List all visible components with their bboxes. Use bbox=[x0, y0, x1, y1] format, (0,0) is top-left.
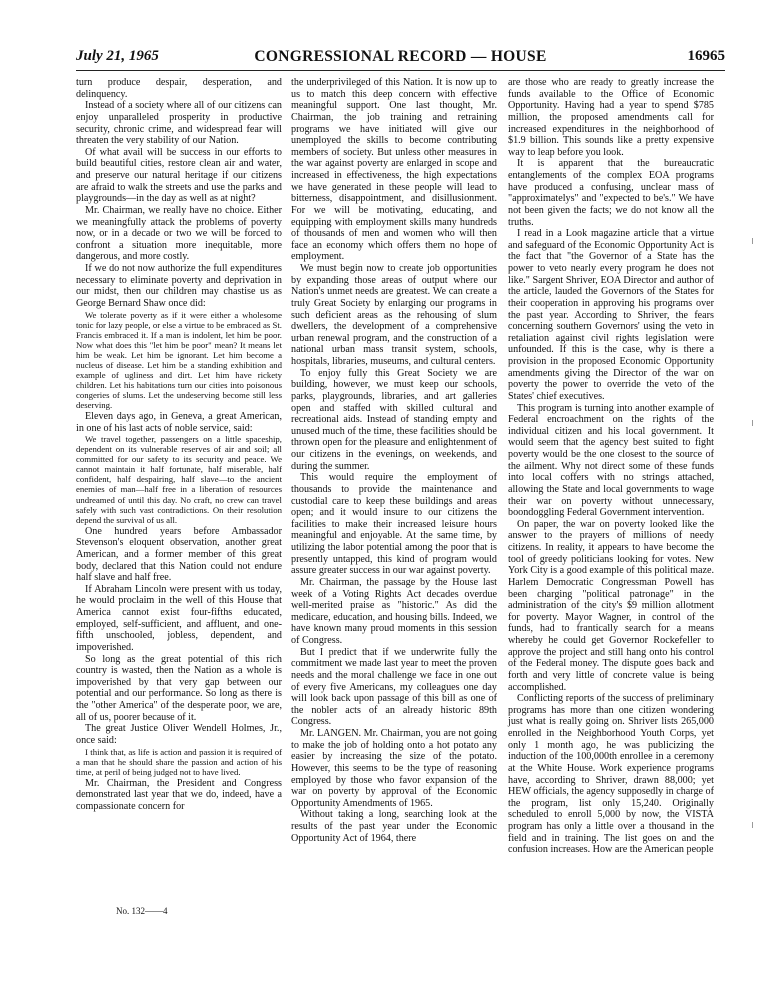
header-title: CONGRESSIONAL RECORD — HOUSE bbox=[254, 48, 547, 65]
paragraph: This program is turning into another example of Federal encroachment on the rights of the individual citizen and his local government. It would seem that the agency best suited to fight poverty would be the one closest to the source of the ailment. Why not direct some of these funds into local coffers with no strings attached, allowing the State and local governments to wage their war on poverty without unnecessary, boondoggling Federal Government intervention. bbox=[508, 402, 714, 519]
header-date: July 21, 1965 bbox=[76, 48, 159, 64]
paragraph: Mr. LANGEN. Mr. Chairman, you are not going to make the job of holding onto a hot potato any easier by increasing the size of the potato. However, this seems to be the type of reasoning employed by those who favor expansion of the war on poverty by approval of the Economic Opportunity Amendments of 1965. bbox=[291, 728, 497, 809]
paragraph: So long as the great potential of this rich country is wasted, then the Nation as a whole is impoverished by that very gap between our potential and our performance. So long as there is the "other America" of the desperate poor, we are, all of us, poorer because of it. bbox=[76, 653, 282, 723]
header-page-number: 16965 bbox=[687, 48, 725, 64]
paragraph: But I predict that if we underwrite fully the commitment we made last year to meet the proven needs and the moral challenge we face in one out of every five Americans, my colleagues one day will look back upon passage of this bill as one of the nobler acts of an already historic 89th Congress. bbox=[291, 646, 497, 728]
column-right bbox=[508, 77, 714, 856]
paragraph: Eleven days ago, in Geneva, a great American, in one of his last acts of noble service, said: bbox=[76, 410, 282, 434]
paragraph: turn produce despair, desperation, and delinquency. bbox=[76, 77, 282, 100]
column-left bbox=[76, 77, 282, 813]
paragraph: I read in a Look magazine article that a virtue and safeguard of the Economic Opportunity Act is the fact that "the Governor of a State has the power to veto nearly every program he does not like." Sargent Shriver, EOA Director and author of the article, lauded the Governors of the States for their cooperation in approving his programs over the past year. According to Shriver, the fears concerning southern Governors' using the veto in retaliation against civil rights legislation were unfounded. If this is the case, why is there a provision in the proposed Economic Opportunity amendments giving the Director of the war on poverty the power to override the veto of the States' chief executives. bbox=[508, 228, 714, 402]
issue-number: No. 132——4 bbox=[116, 906, 168, 916]
paragraph: We must begin now to create job opportunities by expanding those areas of output where our Nation's unmet needs are greatest. We can create a truly Great Society by enlarging our programs in such deficient areas as the rehousing of slum dwellers, the development of a comprehensive urban renewal program, and the construction of a national urban mass transit system, schools, hospitals, libraries, museums, and cultural centers. bbox=[291, 263, 497, 367]
paragraph: One hundred years before Ambassador Stevenson's eloquent observation, another great American, and a former member of this great body, declared that this Nation could not endure half slave and half free. bbox=[76, 525, 282, 584]
column-middle bbox=[291, 77, 497, 844]
paragraph: It is apparent that the bureaucratic entanglements of the complex EOA programs have produced a confusing, unclear mass of "approximatelys" and "expected to be's." We have not been given the facts; we do not know all the truths. bbox=[508, 158, 714, 228]
paragraph: Mr. Chairman, the President and Congress demonstrated last year that we do, indeed, have a compassionate concern for bbox=[76, 777, 282, 812]
paragraph: the underprivileged of this Nation. It is now up to us to match this deep concern with effective meaningful support. One last thought, Mr. Chairman, the job training and retraining programs we have initiated will give our unemployed the skills to become contributing members of society. But unless other measures in the war against poverty are enlarged in scope and increased in effectiveness, the high expectations we have generated in these people will lead to bitterness, disappointment, and disillusionment. For we will be motivating, educating, and equipping with employment skills many hundreds of thousands of men and women who will then face an economy which offers them no hope of employment. bbox=[291, 77, 497, 263]
paragraph: The great Justice Oliver Wendell Holmes, Jr., once said: bbox=[76, 723, 282, 746]
paragraph: If Abraham Lincoln were present with us today, he would proclaim in the well of this House that America cannot exist four-fifths educated, employed, self-sufficient, and affluent, and one-fifth unschooled, jobless, dependent, and impoverished. bbox=[76, 583, 282, 653]
paragraph: Mr. Chairman, we really have no choice. Either we meaningfully attack the problems of poverty now, or in a decade or two we will be forced to confront a situation more inequitable, more dangerous, and more costly. bbox=[76, 204, 282, 263]
paragraph: Of what avail will be success in our efforts to build beautiful cities, restore clean air and water, and preserve our natural heritage if our citizens are afraid to walk the streets and use the parks and playgrounds—in the day as well as at night? bbox=[76, 146, 282, 205]
paragraph: To enjoy fully this Great Society we are building, however, we must keep our schools, parks, playgrounds, libraries, and art galleries open and staffed with skilled cultural and recreational aids. Instead of standing empty and unused much of the time, these facilities should be thrown open for the pleasure and enlightenment of our citizens in the evenings, on weekends, and during the summer. bbox=[291, 367, 497, 472]
margin-tick bbox=[752, 420, 753, 426]
quoted-paragraph: I think that, as life is action and passion it is required of a man that he should share the passion and action of his time, at peril of being judged not to have lived. bbox=[76, 746, 282, 777]
page-header bbox=[76, 48, 725, 71]
quoted-paragraph: We travel together, passengers on a little spaceship, dependent on its vulnerable reserves of air and soil; all committed for our safety to its security and peace. We cannot maintain it half fortunate, half miserable, half confident, half despairing, half slave—to the ancient enemies of man—half free in a liberation of resources undreamed of until this day. No craft, no crew can travel safely with such vast contradictions. On their resolution depend the survival of us all. bbox=[76, 434, 282, 525]
paragraph: Without taking a long, searching look at the results of the past year under the Economic Opportunity Act of 1964, there bbox=[291, 809, 497, 844]
paragraph: On paper, the war on poverty looked like the answer to the prayers of millions of needy citizens. In reality, it appears to have become the tool of greedy politicians looking for votes. New York City is a good example of this political maze. Harlem Democratic Congressman Powell has been charging "political patronage" in the administration of the city's $9 million allotment for poverty. Mayor Wagner, in control of the funds, had to frantically search for a means whereby he could get Governor Rockefeller to approve the project and still hang onto his control of the Federal money. The dispute goes back and forth and very little of concrete value is being accomplished. bbox=[508, 518, 714, 693]
paragraph: If we do not now authorize the full expenditures necessary to eliminate poverty and deprivation in our midst, then our children may chastise us as George Bernard Shaw once did: bbox=[76, 263, 282, 309]
quoted-paragraph: We tolerate poverty as if it were either a wholesome tonic for lazy people, or else a virtue to be embraced as St. Francis embraced it. If a man is indolent, let him be poor. Now what does this "let him be poor" mean? It means let him be weak. Let him be ignorant. Let him become a nucleus of disease. Let him be a standing exhibition and example of ugliness and dirt. Let him have rickety children. Let his habitations turn our cities into poisonous congeries of slums. Let the undeserving become still less deserving. bbox=[76, 309, 282, 410]
paragraph: This would require the employment of thousands to provide the maintenance and custodial care to keep these buildings and areas open; and it would insure to our citizens the facilities to make their increased leisure hours meaningful and enjoyable. At the same time, by utilizing the labor potential among the poor that is presently untapped, this kind of program would assure greater success in our war against poverty. bbox=[291, 472, 497, 577]
margin-tick bbox=[752, 238, 753, 244]
paragraph: Conflicting reports of the success of preliminary programs has more than one citizen wondering just what is really going on. Shriver lists 265,000 enrolled in the Neighborhood Youth Corps, yet only 1 month ago, he was publicizing the induction of the 100,000th enrollee in a ceremony at the White House. Work experience programs have, according to Shriver, drawn 88,000; yet HEW officials, the agency supposedly in charge of the program, list only 15,240. Originally scheduled to enroll 5,000 by now, the VISTA program has only a little over a thousand in the field and in training. The list goes on and the confusion increases. How are the American people bbox=[508, 693, 714, 856]
margin-tick bbox=[752, 822, 753, 828]
paragraph: Instead of a society where all of our citizens can enjoy unparalleled prosperity in productive security, chronic crime, and widespread fear will threaten the very stability of our Nation. bbox=[76, 100, 282, 147]
paragraph: are those who are ready to greatly increase the funds available to the Office of Economic Opportunity. Having had a year to spend $785 million, the proposed amendments call for increased expenditures in the neighborhood of $1.9 billion. This sounds like a pretty expensive way to leap before you look. bbox=[508, 77, 714, 158]
paragraph: Mr. Chairman, the passage by the House last week of a Voting Rights Act decades overdue well-merited praise as "historic." As did the medicare, education, and housing bills. Indeed, we have known many proud moments in this session of Congress. bbox=[291, 576, 497, 646]
